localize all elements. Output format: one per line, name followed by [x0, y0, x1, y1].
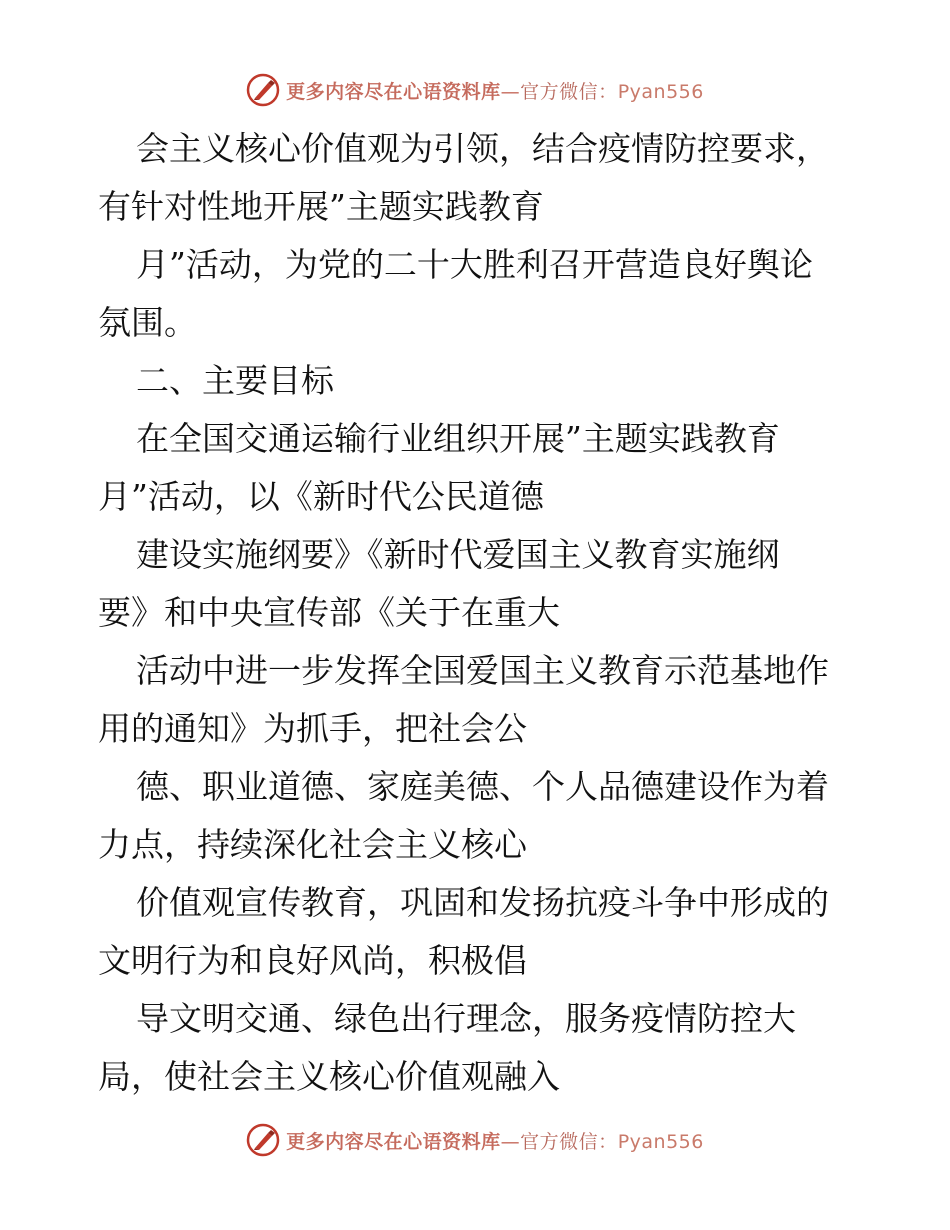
- body-line: 活动中进一步发挥全国爱国主义教育示范基地作: [136, 651, 829, 690]
- body-line: 德、职业道德、家庭美德、个人品德建设作为着: [136, 767, 829, 806]
- header-banner: [0, 70, 950, 110]
- body-line: 要》和中央宣传部《关于在重大: [98, 593, 560, 632]
- header-promo-text: [286, 77, 704, 104]
- document-body: [98, 120, 858, 1106]
- body-line: 局，使社会主义核心价值观融入: [98, 1057, 560, 1096]
- body-line: 建设实施纲要》《新时代爱国主义教育实施纲: [136, 535, 780, 574]
- footer-dash: —: [500, 1130, 521, 1153]
- body-line: 导文明交通、绿色出行理念，服务疫情防控大: [136, 999, 796, 1038]
- footer-wechat-id: Pyan556: [617, 1130, 704, 1153]
- body-line: 力点，持续深化社会主义核心: [98, 825, 527, 864]
- header-wechat-label: 官方微信：: [520, 80, 618, 103]
- header-promo: 更多内容尽在心语资料库: [286, 80, 501, 103]
- footer-promo: 更多内容尽在心语资料库: [286, 1130, 501, 1153]
- body-line: 氛围。: [98, 303, 197, 342]
- body-line: 月”活动，为党的二十大胜利召开营造良好舆论: [136, 245, 813, 284]
- header-wechat-id: Pyan556: [617, 80, 704, 103]
- header-dash: —: [500, 80, 521, 103]
- footer-promo-text: [286, 1127, 704, 1154]
- body-line: 价值观宣传教育，巩固和发扬抗疫斗争中形成的: [136, 883, 829, 922]
- pen-logo-icon: [246, 73, 280, 107]
- body-line: 有针对性地开展”主题实践教育: [98, 187, 544, 226]
- body-line: 用的通知》为抓手，把社会公: [98, 709, 527, 748]
- pen-logo-icon: [246, 1123, 280, 1157]
- section-heading: 二、主要目标: [136, 361, 334, 400]
- body-line: 月”活动，以《新时代公民道德: [98, 477, 544, 516]
- footer-banner: [0, 1120, 950, 1160]
- footer-wechat-label: 官方微信：: [520, 1130, 618, 1153]
- body-line: 文明行为和良好风尚，积极倡: [98, 941, 527, 980]
- body-line: 会主义核心价值观为引领，结合疫情防控要求，: [136, 129, 829, 168]
- body-line: 在全国交通运输行业组织开展”主题实践教育: [136, 419, 780, 458]
